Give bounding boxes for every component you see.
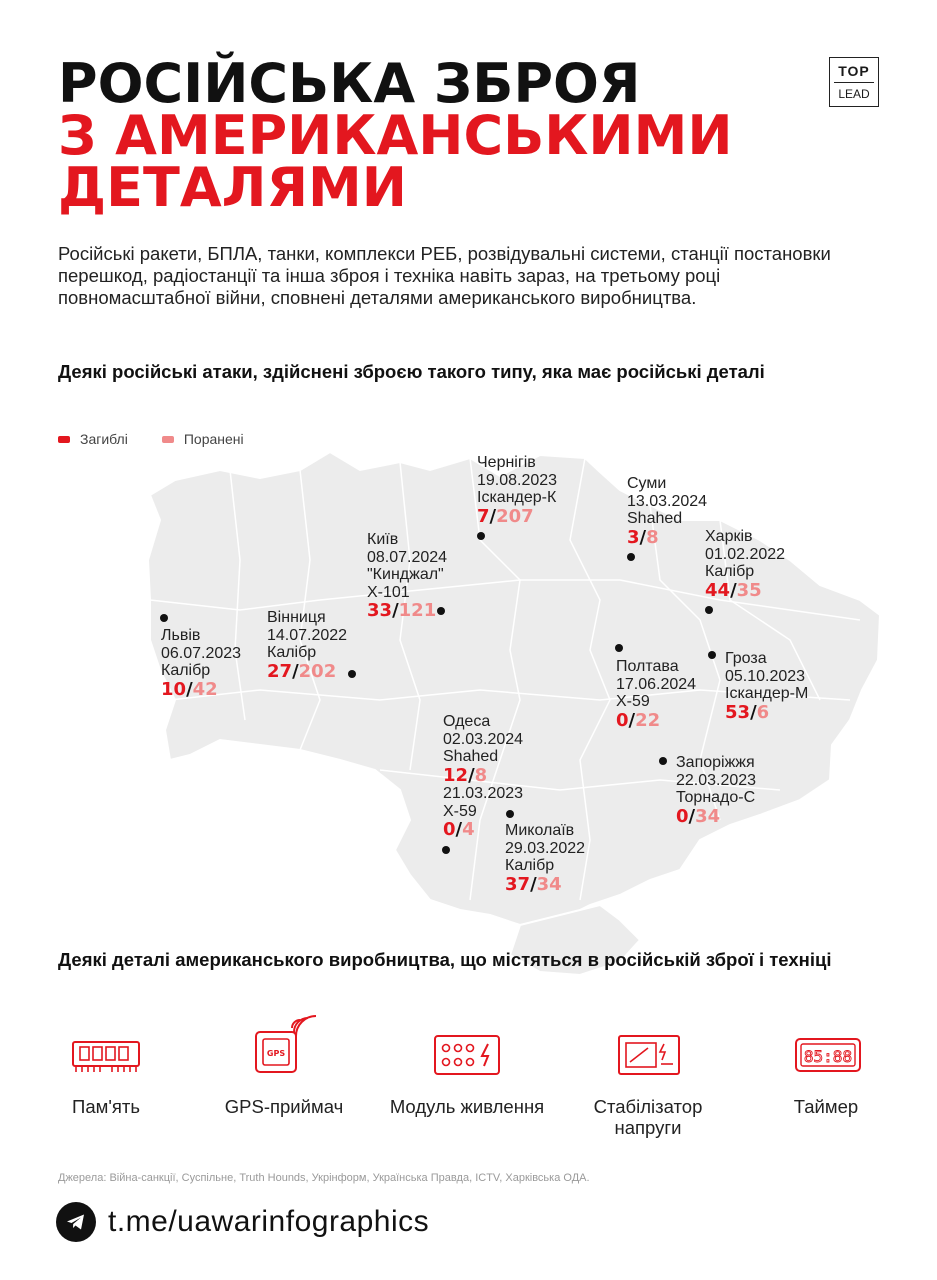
weapon-line: Shahed [627,510,683,527]
city-line: Гроза [725,650,767,667]
title-line-3: ДЕТАЛЯМИ [58,156,407,219]
title-line-2: З АМЕРИКАНСЬКИМИ [58,104,733,167]
component-label-timer: Таймер [793,1096,859,1117]
wounded-count: 207 [496,505,534,527]
marker-chernihiv [477,532,485,540]
marker-kyiv [437,607,445,615]
casualties: 0/34 [676,805,721,827]
killed-count: 0 [676,805,689,827]
wounded-count: 22 [635,709,661,731]
weapon-line: Калібр [705,563,755,580]
attack-kyiv [367,531,447,621]
attack-mykolaiv [505,822,585,895]
city-line: Харків [705,528,753,545]
wounded-count: 8 [646,526,659,548]
attack-chernihiv [477,454,557,527]
casualties: 7/207 [477,505,534,527]
marker-kharkiv [705,606,713,614]
casualties: 0/22 [616,709,661,731]
casualties: 0/4 [443,819,475,840]
casualties: 3/8 [627,526,659,548]
city-line: Миколаїв [505,822,575,839]
weapon-line-2: Х-101 [367,583,410,601]
wounded-count: 35 [736,579,762,601]
weapon-line: Х-59 [616,693,650,710]
marker-mykolaiv [506,810,514,818]
weapon-line: Іскандер-К [477,489,557,506]
intro-paragraph: Російські ракети, БПЛА, танки, комплекси РЕБ, розвідувальні системи, станції постановки перешкод, радіостанції та інша зброя і техніка навіть зараз, на третьому році повномасштабної війни, сповнені деталями американського виробництва. [58,243,831,308]
attack-poltava [616,658,696,731]
component-label-stabilizer: Стабілізатор напруги [593,1096,703,1138]
date-line: 29.03.2022 [505,839,586,857]
memory-icon [70,1036,142,1076]
marker-sumy [627,553,635,561]
attack-sumy [627,475,707,548]
component-label-gps: GPS-приймач [224,1096,344,1117]
date-line: 19.08.2023 [477,471,558,489]
date-line: 13.03.2024 [627,492,708,510]
marker-odesa [442,846,450,854]
city-line: Чернігів [477,454,536,471]
gps-icon-text: GPS [266,1049,286,1058]
wounded-count: 34 [695,805,721,827]
telegram-icon [56,1202,96,1242]
weapon-line: Торнадо-С [676,789,756,806]
casualties: 27/202 [267,660,337,682]
weapon-line: "Кинджал" [367,566,444,583]
logo-top-text: TOP [838,63,870,79]
casualties: 44/35 [705,579,762,601]
marker-poltava [615,644,623,652]
marker-zaporizhzhia [659,757,667,765]
casualties: 33/121 [367,600,437,621]
casualties: 12/8 [443,764,488,786]
casualties: 53/6 [725,701,770,723]
wounded-count: 6 [756,701,770,723]
wounded-count: 4 [462,819,475,840]
killed-count: 27 [267,660,293,682]
date-line: 05.10.2023 [725,667,806,685]
weapon-line: Shahed [443,748,499,765]
city-line: Запоріжжя [676,754,755,771]
killed-count: 44 [705,579,731,601]
killed-count: 3 [627,526,640,548]
logo-bottom-text: LEAD [834,82,874,102]
weapon-line: Калібр [267,644,317,661]
date-line: 22.03.2023 [676,771,757,789]
killed-count: 12 [443,764,469,786]
wounded-count: 202 [298,660,337,682]
attack-zaporizhzhia [676,754,756,827]
wounded-count: 34 [536,873,562,895]
marker-vinnytsia [348,670,356,678]
title-line-1: РОСІЙСЬКА ЗБРОЯ [58,52,641,115]
date-line: 06.07.2023 [161,644,242,662]
attack-lviv [161,627,241,700]
killed-count: 0 [443,819,456,840]
timer-icon-text: 85:88 [803,1047,853,1066]
city-line: Суми [627,475,667,492]
weapon-line: Калібр [505,857,555,874]
component-label-memory: Пам'ять [72,1096,140,1117]
city-line: Одеса [443,713,491,730]
city-line: Полтава [616,658,679,675]
date-line: 14.07.2022 [267,626,348,644]
killed-count: 37 [505,873,531,895]
gps-icon [252,1010,322,1074]
telegram-link[interactable] [56,1202,429,1242]
component-label-power-module: Модуль живлення [389,1096,545,1117]
marker-lviv [160,614,168,622]
sources-text: Джерела: Війна-санкції, Суспільне, Truth Hounds, Укрінформ, Українська Правда, ICTV, Харківська ОДА. [58,1172,590,1184]
city-line: Вінниця [267,609,326,626]
killed-count: 33 [367,600,393,621]
weapon-line: Іскандер-М [725,685,809,702]
city-line: Київ [367,531,399,548]
date-line: 17.06.2024 [616,675,697,693]
attacks-section-title: Деякі російські атаки, здійснені зброєю такого типу, яка має російські деталі [58,361,765,382]
casualties: 37/34 [505,873,562,895]
city-line: Львів [161,627,201,644]
killed-count: 53 [725,701,751,723]
legend-killed-label: Загиблі [80,431,128,447]
marker-hroza [708,651,716,659]
attack-hroza [725,650,808,723]
date-line: 02.03.2024 [443,730,524,748]
killed-count: 7 [477,505,490,527]
wounded-count: 121 [398,600,437,621]
telegram-link-text[interactable]: t.me/uawarinfographics [108,1205,430,1238]
weapon-line: Х-59 [443,802,477,820]
attack-odesa-1 [443,713,523,786]
killed-count: 10 [161,678,187,700]
date-line: 21.03.2023 [443,785,524,802]
attack-kharkiv [705,528,785,601]
power-module-icon [432,1032,502,1078]
wounded-count: 8 [474,764,488,786]
legend-wounded-label: Поранені [183,431,244,447]
components-section-title: Деякі деталі американського виробництва, що містяться в російській зброї і техніці [58,949,832,970]
casualties: 10/42 [161,678,218,700]
attack-vinnytsia [267,609,347,682]
timer-icon [793,1036,863,1074]
date-line: 08.07.2024 [367,548,448,566]
killed-count: 0 [616,709,629,731]
wounded-count: 42 [192,678,218,700]
weapon-line: Калібр [161,662,211,679]
date-line: 01.02.2022 [705,545,786,563]
voltage-stabilizer-icon [616,1032,682,1078]
